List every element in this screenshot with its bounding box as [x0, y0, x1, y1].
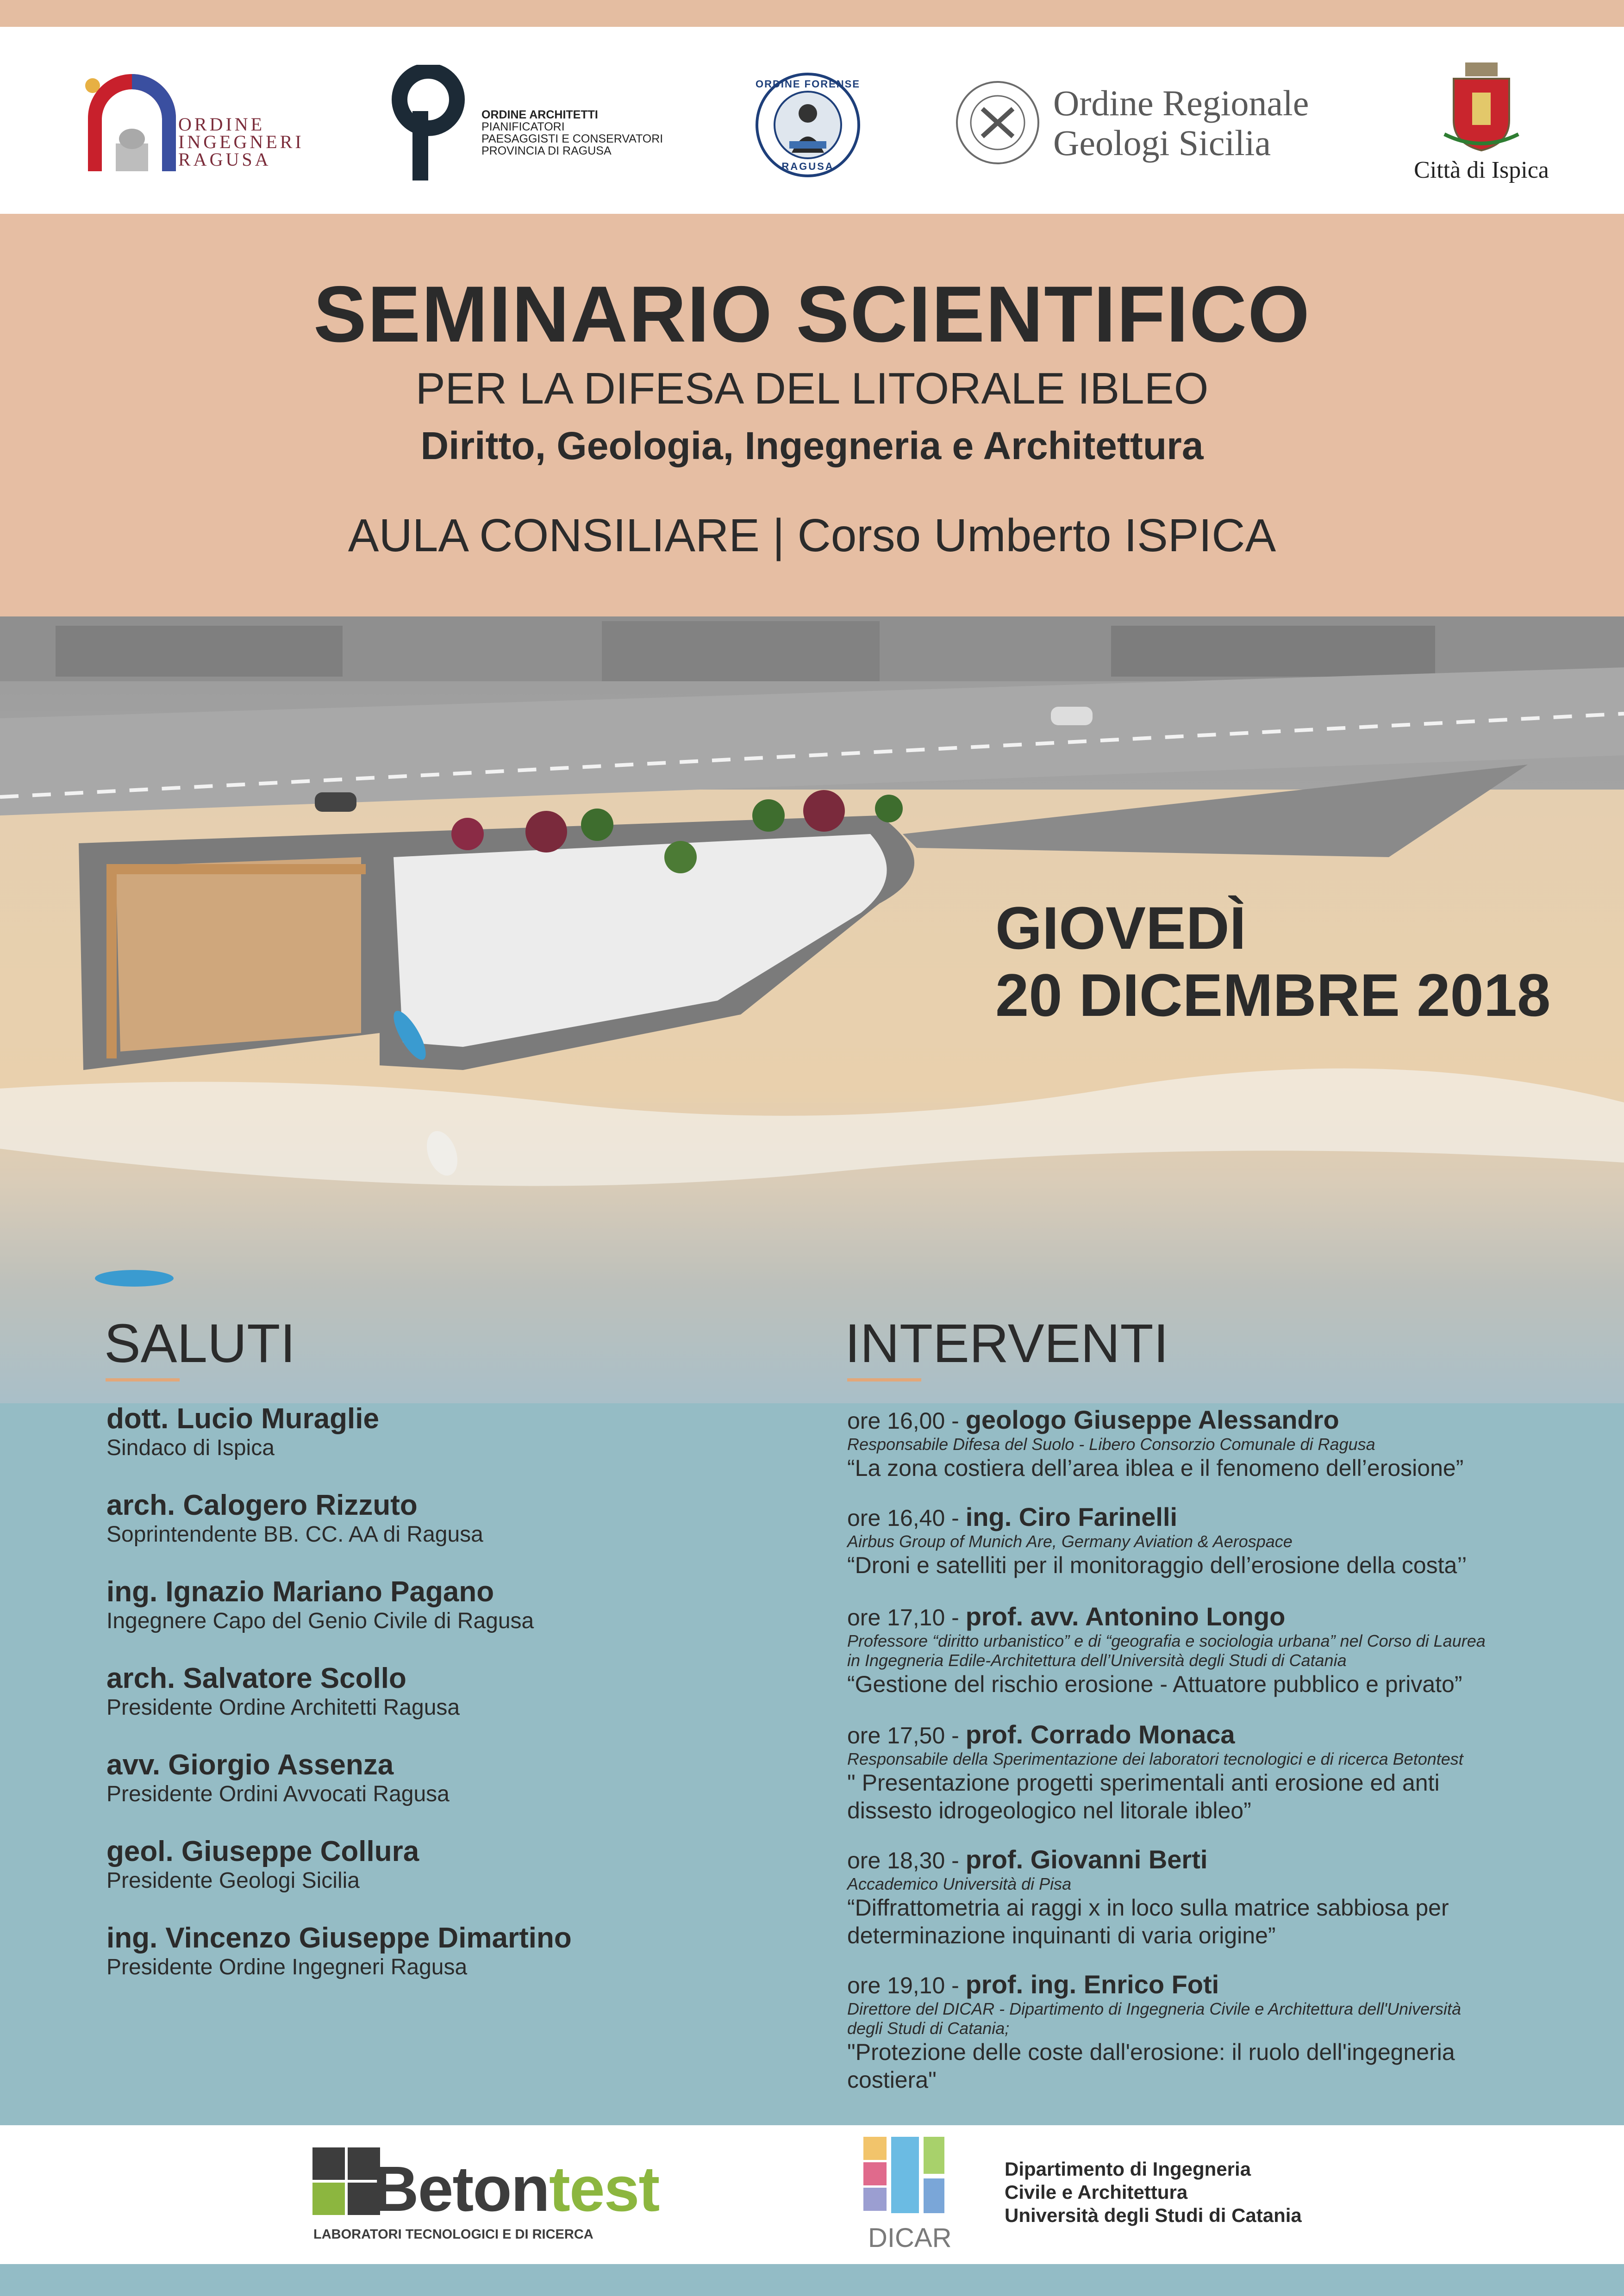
logo-ingegneri — [79, 74, 304, 176]
intervento-item — [847, 1719, 1588, 1824]
intervento-speaker: geologo Giuseppe Alessandro — [965, 1405, 1339, 1434]
geologi-line2: Geologi Sicilia — [1053, 123, 1271, 163]
saluti-name: ing. Vincenzo Giuseppe Dimartino — [106, 1922, 572, 1954]
intervento-item — [847, 1601, 1588, 1698]
intervento-talk: " Presentazione progetti sperimentali anti erosione ed anti — [847, 1770, 1440, 1796]
interventi-underline — [847, 1378, 921, 1381]
intervento-talk-2: determinazione inquinanti di varia origine” — [847, 1923, 1276, 1948]
saluti-name: dott. Lucio Muraglie — [106, 1403, 379, 1435]
intervento-affiliation-2: in Ingegneria Edile-Architettura dell’Università degli Studi di Catania — [847, 1651, 1347, 1670]
saluti-name: arch. Salvatore Scollo — [106, 1662, 406, 1694]
intervento-speaker: prof. ing. Enrico Foti — [965, 1970, 1219, 1999]
saluti-item — [106, 1662, 801, 1748]
betontest-squares-icon — [312, 2147, 382, 2217]
saluti-role: Presidente Geologi Sicilia — [106, 1868, 360, 1893]
architetti-line2: PIANIFICATORI — [481, 120, 565, 133]
logo-forense — [755, 72, 861, 178]
dicar-label: DICAR — [868, 2223, 952, 2253]
intervento-time: ore 17,50 - — [847, 1723, 966, 1748]
intervento-time: ore 17,10 - — [847, 1605, 966, 1630]
intervento-speaker: prof. Corrado Monaca — [965, 1720, 1235, 1749]
geologi-seal-icon — [954, 79, 1042, 167]
saluti-item — [106, 1402, 801, 1489]
intervento-item — [847, 1969, 1588, 2094]
ingegneri-line2: INGEGNERI — [178, 131, 304, 152]
intervento-affiliation: Responsabile Difesa del Suolo - Libero Consorzio Comunale di Ragusa — [847, 1435, 1375, 1454]
bottom-band — [0, 2264, 1624, 2296]
dicar-line1: Dipartimento di Ingegneria — [1005, 2158, 1251, 2180]
saluti-list — [106, 1402, 801, 2008]
ingegneri-arch-icon — [79, 74, 185, 176]
saluti-role: Soprintendente BB. CC. AA di Ragusa — [106, 1522, 483, 1547]
dicar-line2: Civile e Architettura — [1005, 2181, 1188, 2203]
event-topics: Diritto, Geologia, Ingegneria e Architettura — [420, 424, 1204, 467]
intervento-item — [847, 1405, 1588, 1482]
forense-bottom-text: RAGUSA — [781, 161, 834, 172]
intervento-affiliation: Responsabile della Sperimentazione dei laboratori tecnologici e di ricerca Betontest — [847, 1749, 1463, 1768]
intervento-affiliation: Professore “diritto urbanistico” e di “geografia e sociologia urbana” nel Corso di Laurea — [847, 1631, 1486, 1650]
top-band — [0, 0, 1624, 27]
saluti-item — [106, 1835, 801, 1922]
intervento-talk: “La zona costiera dell’area iblea e il fenomeno dell’erosione” — [847, 1455, 1464, 1481]
event-subtitle: PER LA DIFESA DEL LITORALE IBLEO — [415, 364, 1209, 413]
intervento-talk: “Droni e satelliti per il monitoraggio dell’erosione della costa’’ — [847, 1552, 1467, 1578]
saluti-underline — [106, 1378, 180, 1381]
event-title: SEMINARIO SCIENTIFICO — [313, 270, 1311, 359]
betontest-brand-eton: eton — [418, 2153, 549, 2225]
saluti-title: SALUTI — [104, 1313, 296, 1374]
architetti-mark-icon — [391, 65, 465, 185]
intervento-time: ore 16,40 - — [847, 1505, 966, 1531]
saluti-role: Sindaco di Ispica — [106, 1436, 275, 1460]
intervento-time: ore 19,10 - — [847, 1972, 966, 1998]
intervento-speaker: prof. Giovanni Berti — [965, 1845, 1208, 1874]
geologi-line1: Ordine Regionale — [1053, 83, 1309, 123]
event-date: 20 DICEMBRE 2018 — [995, 961, 1551, 1029]
dicar-line3: Università degli Studi di Catania — [1005, 2204, 1302, 2226]
intervento-affiliation-2: degli Studi di Catania; — [847, 2019, 1010, 2038]
saluti-item — [106, 1489, 801, 1575]
intervento-speaker: prof. avv. Antonino Longo — [965, 1602, 1286, 1631]
architetti-line4: PROVINCIA DI RAGUSA — [481, 144, 612, 157]
ingegneri-line1: ORDINE — [178, 114, 265, 135]
intervento-talk: “Diffrattometria ai raggi x in loco sulla matrice sabbiosa per — [847, 1895, 1449, 1921]
betontest-brand-b: B — [373, 2153, 418, 2225]
intervento-affiliation: Airbus Group of Munich Are, Germany Aviation & Aerospace — [847, 1532, 1293, 1551]
logo-ispica — [1398, 60, 1565, 190]
ingegneri-line3: RAGUSA — [178, 149, 271, 170]
dicar-blocks-icon — [845, 2134, 956, 2232]
saluti-item — [106, 1922, 801, 2008]
intervento-talk: "Protezione delle coste dall'erosione: il ruolo dell'ingegneria — [847, 2039, 1455, 2065]
saluti-role: Presidente Ordine Ingegneri Ragusa — [106, 1955, 468, 1979]
logo-geologi — [954, 79, 1333, 171]
saluti-name: geol. Giuseppe Collura — [106, 1836, 419, 1867]
logo-betontest — [312, 2147, 659, 2249]
betontest-brand-test: test — [549, 2153, 659, 2225]
betontest-tagline: LABORATORI TECNOLOGICI E DI RICERCA — [313, 2227, 593, 2242]
ispica-crest-icon — [1440, 60, 1523, 153]
intervento-talk-2: costiera" — [847, 2067, 937, 2093]
saluti-name: arch. Calogero Rizzuto — [106, 1489, 418, 1521]
architetti-line3: PAESAGGISTI E CONSERVATORI — [481, 132, 663, 145]
intervento-time: ore 18,30 - — [847, 1848, 966, 1873]
saluti-role: Presidente Ordine Architetti Ragusa — [106, 1695, 460, 1720]
intervento-affiliation: Direttore del DICAR - Dipartimento di Ingegneria Civile e Architettura dell'Università — [847, 1999, 1462, 2018]
architetti-line1: ORDINE ARCHITETTI — [481, 108, 598, 121]
intervento-talk: “Gestione del rischio erosione - Attuatore pubblico e privato” — [847, 1671, 1462, 1697]
logo-dicar — [845, 2134, 1354, 2259]
saluti-item — [106, 1748, 801, 1835]
intervento-item — [847, 1502, 1588, 1579]
saluti-item — [106, 1575, 801, 1662]
intervento-speaker: ing. Ciro Farinelli — [965, 1502, 1178, 1531]
saluti-name: avv. Giorgio Assenza — [106, 1749, 394, 1781]
event-day: GIOVEDÌ — [995, 894, 1246, 962]
saluti-name: ing. Ignazio Mariano Pagano — [106, 1576, 494, 1608]
saluti-role: Ingegnere Capo del Genio Civile di Ragusa — [106, 1609, 534, 1633]
ispica-caption: Città di Ispica — [1414, 157, 1549, 183]
intervento-affiliation: Accademico Università di Pisa — [847, 1874, 1072, 1893]
saluti-role: Presidente Ordini Avvocati Ragusa — [106, 1782, 450, 1806]
event-location: AULA CONSILIARE | Corso Umberto ISPICA — [348, 510, 1276, 561]
interventi-title: INTERVENTI — [845, 1313, 1169, 1374]
intervento-time: ore 16,00 - — [847, 1408, 966, 1434]
intervento-talk-2: dissesto idrogeologico nel litorale ibleo” — [847, 1798, 1251, 1823]
forense-top-text: ORDINE FORENSE — [755, 78, 861, 90]
intervento-item — [847, 1844, 1588, 1949]
sponsor-footer — [0, 2125, 1624, 2264]
logo-architetti — [391, 65, 678, 190]
